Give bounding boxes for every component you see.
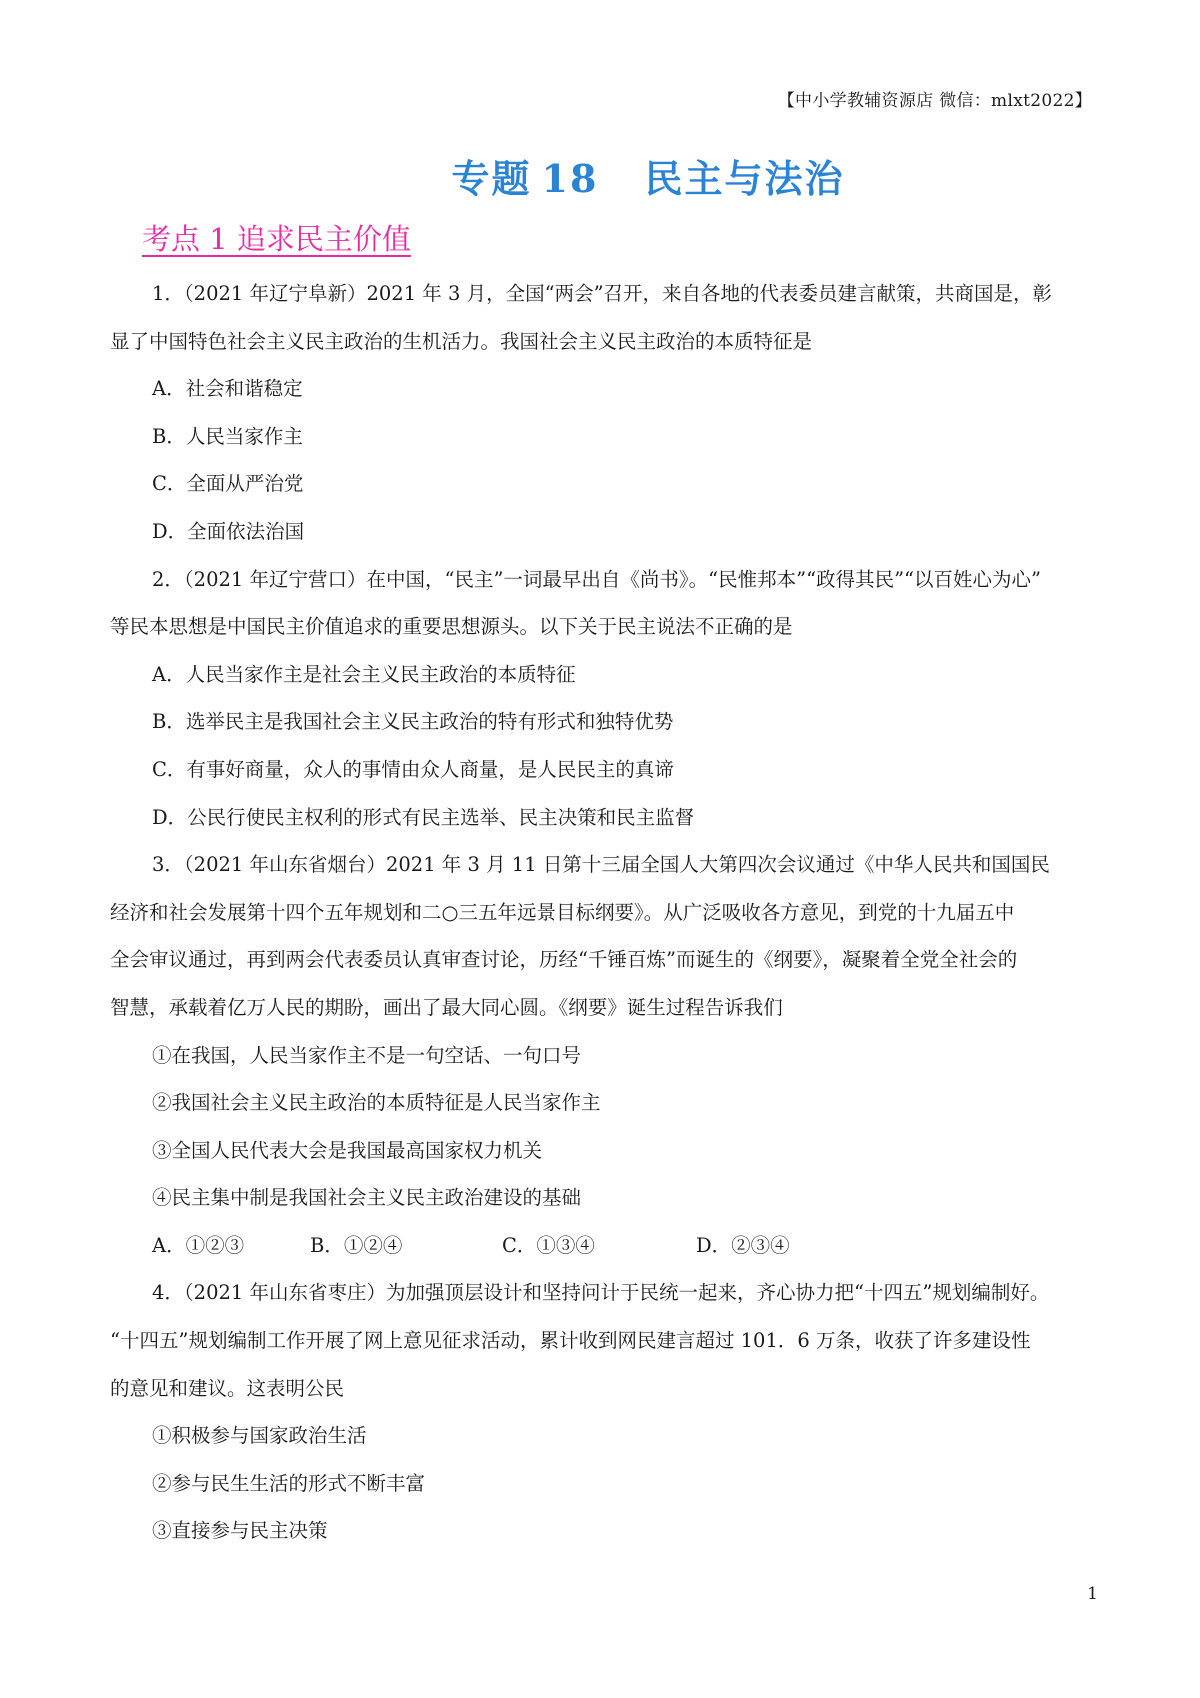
answer-choices-row	[110, 1222, 1100, 1270]
question-stem-line: 智慧，承载着亿万人民的期盼，画出了最大同心圆。《纲要》诞生过程告诉我们	[110, 995, 783, 1019]
answer-choice: C．①③④	[502, 1233, 595, 1257]
answer-option: D．全面依法治国	[152, 519, 305, 543]
answer-choice: B．①②④	[310, 1233, 403, 1257]
question-stem-line: 等民本思想是中国民主价值追求的重要思想源头。以下关于民主说法不正确的是	[110, 615, 793, 639]
document-title	[0, 148, 1200, 203]
question-stem-line: 的意见和建议。这表明公民	[110, 1376, 345, 1400]
answer-option: C．全面从严治党	[152, 472, 304, 496]
answer-choice: D．②③④	[696, 1233, 790, 1257]
question-2	[110, 556, 1100, 842]
answer-option: B．选举民主是我国社会主义民主政治的特有形式和独特优势	[152, 710, 674, 734]
section-heading: 考点 1 追求民主价值	[142, 222, 411, 256]
question-stem-line: “十四五”规划编制工作开展了网上意见征求活动，累计收到网民建言超过 101．6 万条，收获了许多建设性	[110, 1329, 1031, 1353]
title-prefix: 专题	[451, 156, 532, 201]
question-stem-line: 全会审议通过，再到两会代表委员认真审查讨论，历经“千锤百炼”而诞生的《纲要》，凝聚着全党全社会的	[110, 948, 1018, 972]
question-3	[110, 841, 1100, 1269]
question-stem-line: 1．（2021 年辽宁阜新）2021 年 3 月，全国“两会”召开，来自各地的代表委员建言献策，共商国是，彰	[152, 282, 1053, 305]
numbered-statement: ②我国社会主义民主政治的本质特征是人民当家作主	[152, 1091, 601, 1115]
question-stem-line: 2．（2021 年辽宁营口）在中国，“民主”一词最早出自《尚书》。“民惟邦本”“政得其民”“以百姓心为心”	[152, 567, 1041, 591]
question-stem-line: 3．（2021 年山东省烟台）2021 年 3 月 11 日第十三届全国人大第四次会议通过《中华人民共和国国民	[152, 853, 1050, 877]
numbered-statement: ②参与民生生活的形式不断丰富	[152, 1471, 426, 1495]
numbered-statement: ①积极参与国家政治生活	[152, 1424, 367, 1448]
numbered-statement: ④民主集中制是我国社会主义民主政治建设的基础	[152, 1186, 582, 1210]
question-4	[110, 1269, 1100, 1555]
question-stem-line: 显了中国特色社会主义民主政治的生机活力。我国社会主义民主政治的本质特征是	[110, 329, 813, 353]
question-stem-line: 4．（2021 年山东省枣庄）为加强顶层设计和坚持问计于民统一起来，齐心协力把“十四五”规划编制好。	[152, 1281, 1050, 1305]
question-1	[110, 270, 1100, 556]
header-note: 【中小学教辅资源店 微信：mlxt2022】	[777, 91, 1092, 111]
answer-option: A．社会和谐稳定	[152, 377, 303, 401]
title-number: 18	[541, 156, 599, 201]
title-text: 民主与法治	[644, 156, 845, 201]
answer-choice: A．①②③	[152, 1233, 245, 1257]
answer-option: C．有事好商量，众人的事情由众人商量，是人民民主的真谛	[152, 757, 674, 781]
numbered-statement: ①在我国，人民当家作主不是一句空话、一句口号	[152, 1043, 582, 1067]
question-list	[110, 270, 1100, 1555]
answer-option: D．公民行使民主权利的形式有民主选举、民主决策和民主监督	[152, 805, 695, 829]
numbered-statement: ③全国人民代表大会是我国最高国家权力机关	[152, 1138, 543, 1162]
question-stem-line: 经济和社会发展第十四个五年规划和二○三五年远景目标纲要》。从广泛吸收各方意见，到党的十九届五中	[110, 900, 1015, 924]
answer-option: B．人民当家作主	[152, 424, 303, 448]
numbered-statement: ③直接参与民主决策	[152, 1519, 328, 1543]
page-number: 1	[1087, 1584, 1098, 1604]
answer-option: A．人民当家作主是社会主义民主政治的本质特征	[152, 662, 576, 686]
